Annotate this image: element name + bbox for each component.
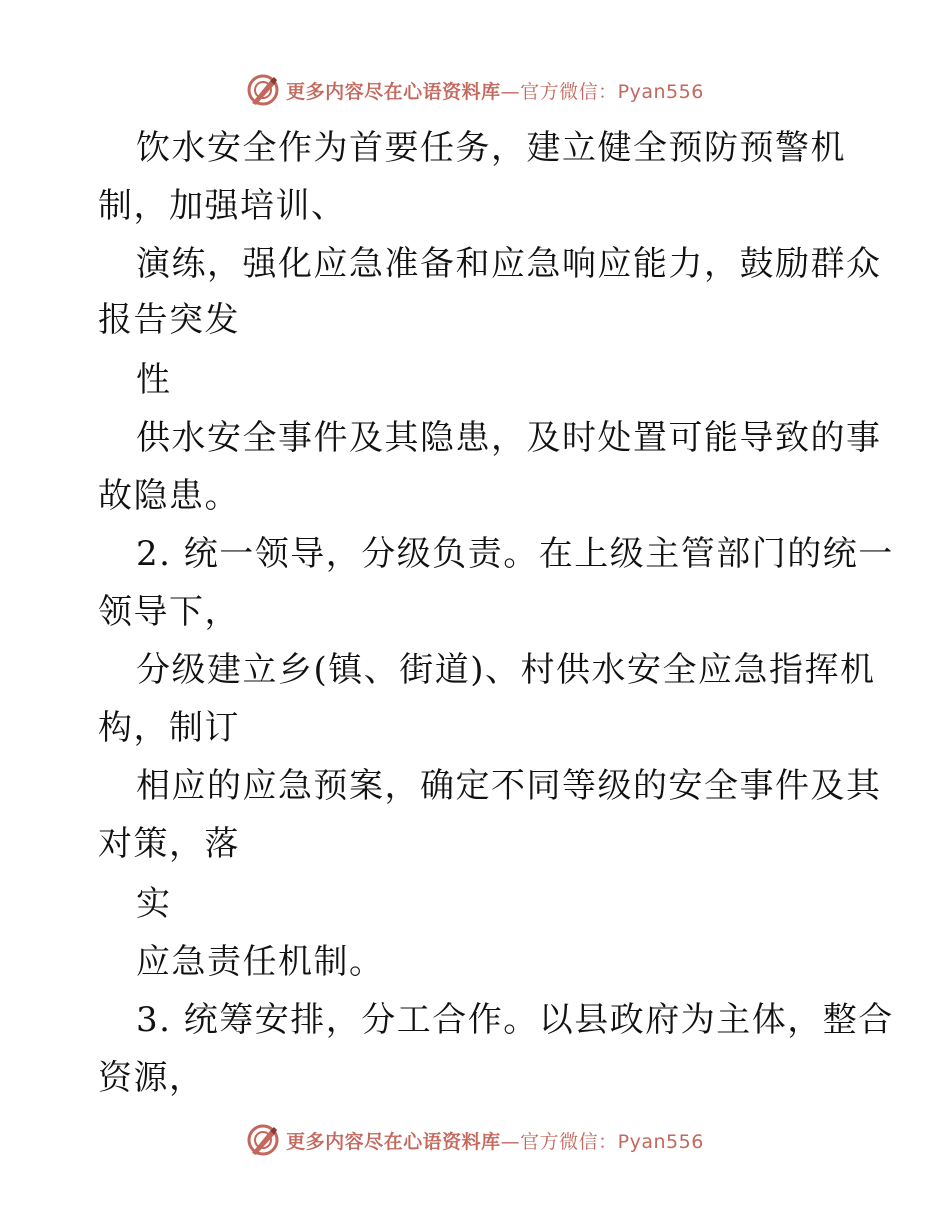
header-watermark: [0, 70, 950, 110]
watermark-text: 更多内容尽在心语资料库—官方微信：Pyan556: [286, 1130, 704, 1153]
pen-logo-icon: [246, 73, 280, 107]
text-line: 相应的应急预案，确定不同等级的安全事件及其: [136, 766, 882, 806]
footer-watermark: [0, 1120, 950, 1160]
text-line: 性: [136, 360, 172, 400]
text-line: 报告突发: [98, 300, 240, 340]
text-line: 资源，: [98, 1058, 205, 1098]
text-line: 分级建立乡(镇、街道)、村供水安全应急指挥机: [136, 650, 876, 690]
text-line: 演练，强化应急准备和应急响应能力，鼓励群众: [136, 244, 882, 284]
text-line: 制，加强培训、: [98, 186, 347, 226]
watermark-text: 更多内容尽在心语资料库—官方微信：Pyan556: [286, 80, 704, 103]
text-line: 构，制订: [98, 708, 240, 748]
text-line: 故隐患。: [98, 476, 240, 516]
text-line: 领导下，: [98, 592, 240, 632]
text-line: 饮水安全作为首要任务，建立健全预防预警机: [136, 128, 846, 168]
text-line: 3. 统筹安排，分工合作。以县政府为主体，整合: [136, 1000, 894, 1040]
text-line: 2. 统一领导，分级负责。在上级主管部门的统一: [136, 534, 894, 574]
pen-logo-icon: [246, 1123, 280, 1157]
text-line: 应急责任机制。: [136, 942, 385, 982]
text-line: 实: [136, 884, 172, 924]
text-line: 对策，落: [98, 824, 240, 864]
text-line: 供水安全事件及其隐患，及时处置可能导致的事: [136, 418, 882, 458]
